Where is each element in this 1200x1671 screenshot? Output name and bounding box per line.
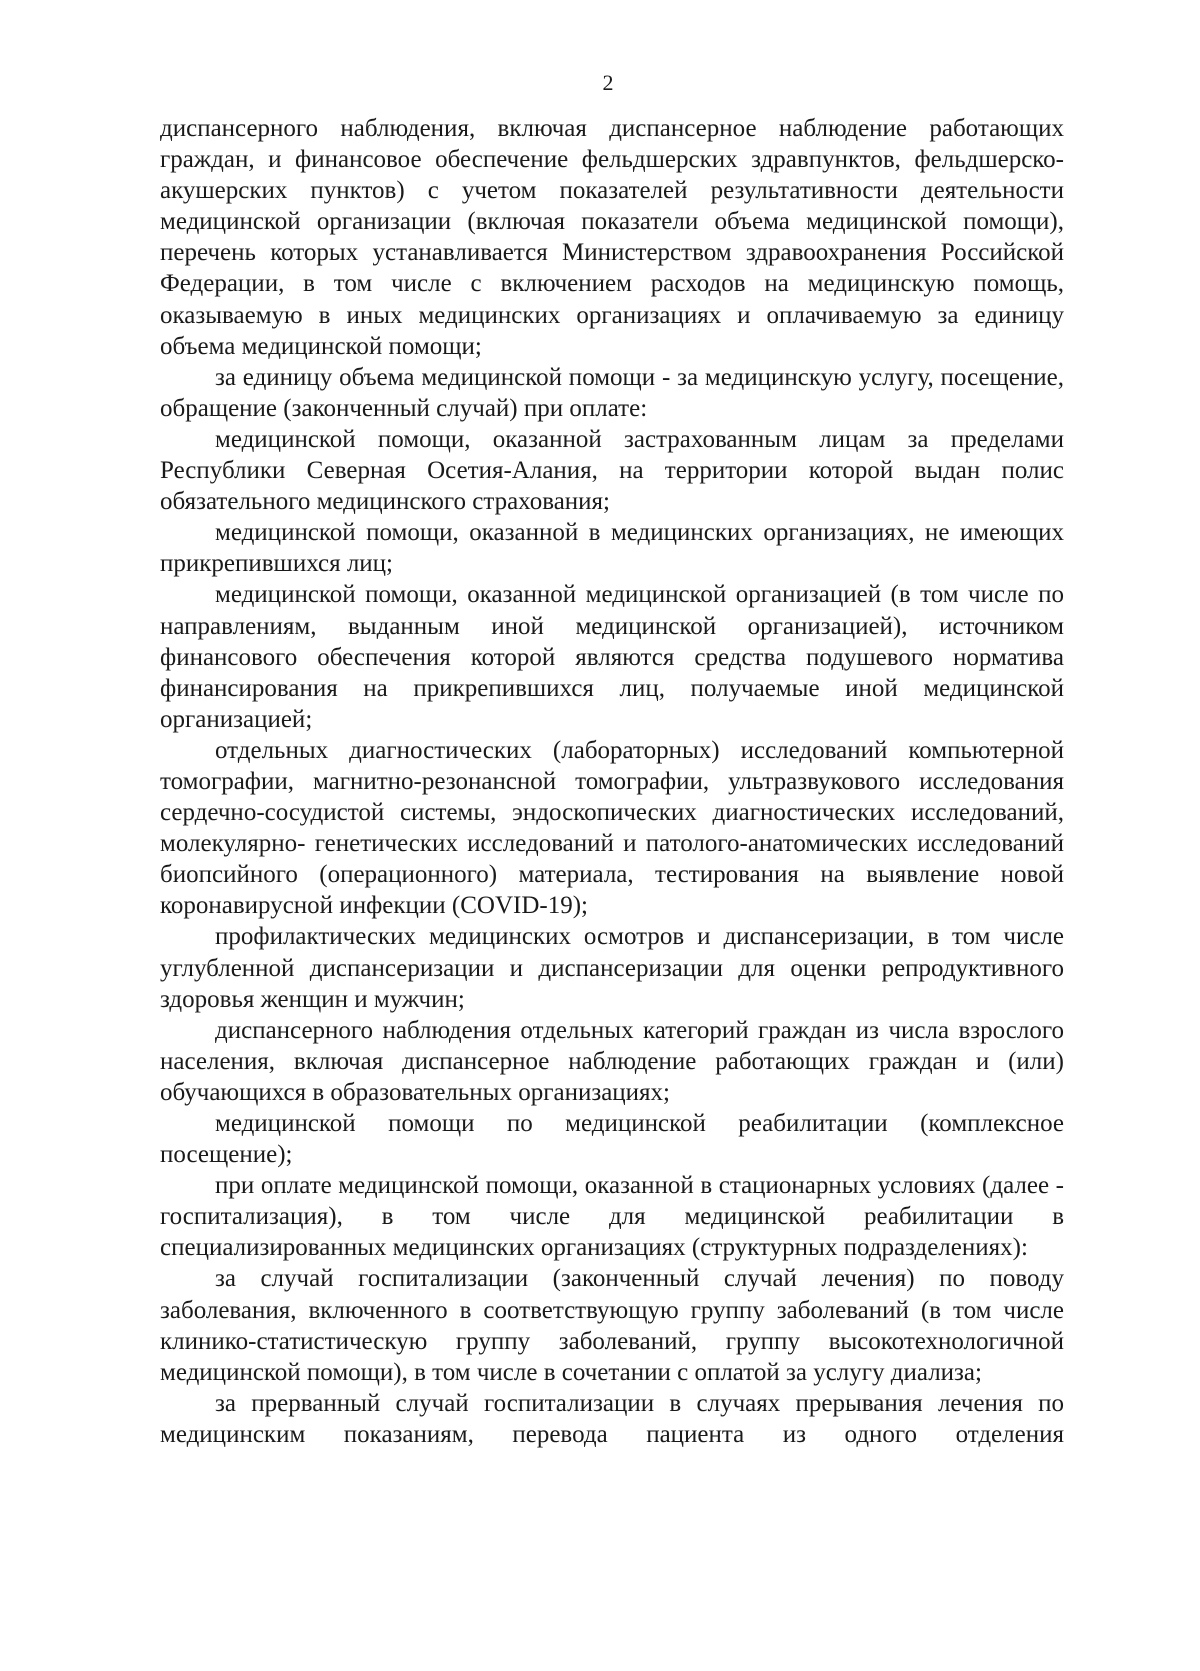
paragraph-7: профилактических медицинских осмотров и диспансеризации, в том числе углубленной диспансеризации и диспансеризации для оценки репродуктивного здоровья женщин и мужчин; (160, 923, 1064, 1013)
paragraph-5: медицинской помощи, оказанной медицинской организацией (в том числе по направлениям, выданным иной медицинской организацией), источником финансового обеспечения которой являются средства подушевого норматива финансирования на прикрепившихся лиц, получаемые иной медицинской организацией; (160, 581, 1064, 733)
paragraph-10: при оплате медицинской помощи, оказанной в стационарных условиях (далее - госпитализация), в том числе для медицинской реабилитации в специализированных медицинских организациях (структурных подразделениях): (160, 1172, 1064, 1262)
paragraph-1: диспансерного наблюдения, включая диспансерное наблюдение работающих граждан, и финансовое обеспечение фельдшерских здравпунктов, фельдшерско-акушерских пунктов) с учетом показателей результативности деятельности медицинской организации (включая показатели объема медицинской помощи), перечень которых устанавливается Министерством здравоохранения Российской Федерации, в том числе с включением расходов на медицинскую помощь, оказываемую в иных медицинских организациях и оплачиваемую за единицу объема медицинской помощи; (160, 115, 1064, 360)
paragraph-11: за случай госпитализации (законченный случай лечения) по поводу заболевания, включенного в соответствующую группу заболеваний (в том числе клинико-статистическую группу заболеваний, группу высокотехнологичной медицинской помощи), в том числе в сочетании с оплатой за услугу диализа; (160, 1265, 1064, 1386)
paragraph-4: медицинской помощи, оказанной в медицинских организациях, не имеющих прикрепившихся лиц; (160, 519, 1064, 578)
document-body (160, 113, 1064, 1450)
paragraph-6: отдельных диагностических (лабораторных) исследований компьютерной томографии, магнитно-резонансной томографии, ультразвукового исследования сердечно-сосудистой системы, эндоскопических диагностических исследований, молекулярно- генетических исследований и патолого-анатомических исследований биопсийного (операционного) материала, тестирования на выявление новой коронавирусной инфекции (COVID-19); (160, 736, 1064, 920)
paragraph-12: за прерванный случай госпитализации в случаях прерывания лечения по медицинским показаниям, перевода пациента из одного отделения (160, 1389, 1064, 1448)
page-number: 2 (602, 70, 614, 95)
paragraph-2: за единицу объема медицинской помощи - за медицинскую услугу, посещение, обращение (законченный случай) при оплате: (160, 363, 1064, 422)
paragraph-3: медицинской помощи, оказанной застрахованным лицам за пределами Республики Северная Осетия-Алания, на территории которой выдан полис обязательного медицинского страхования; (160, 425, 1064, 516)
paragraph-9: медицинской помощи по медицинской реабилитации (комплексное посещение); (160, 1110, 1064, 1169)
paragraph-8: диспансерного наблюдения отдельных категорий граждан из числа взрослого населения, включая диспансерное наблюдение работающих граждан и (или) обучающихся в образовательных организациях; (160, 1016, 1064, 1106)
